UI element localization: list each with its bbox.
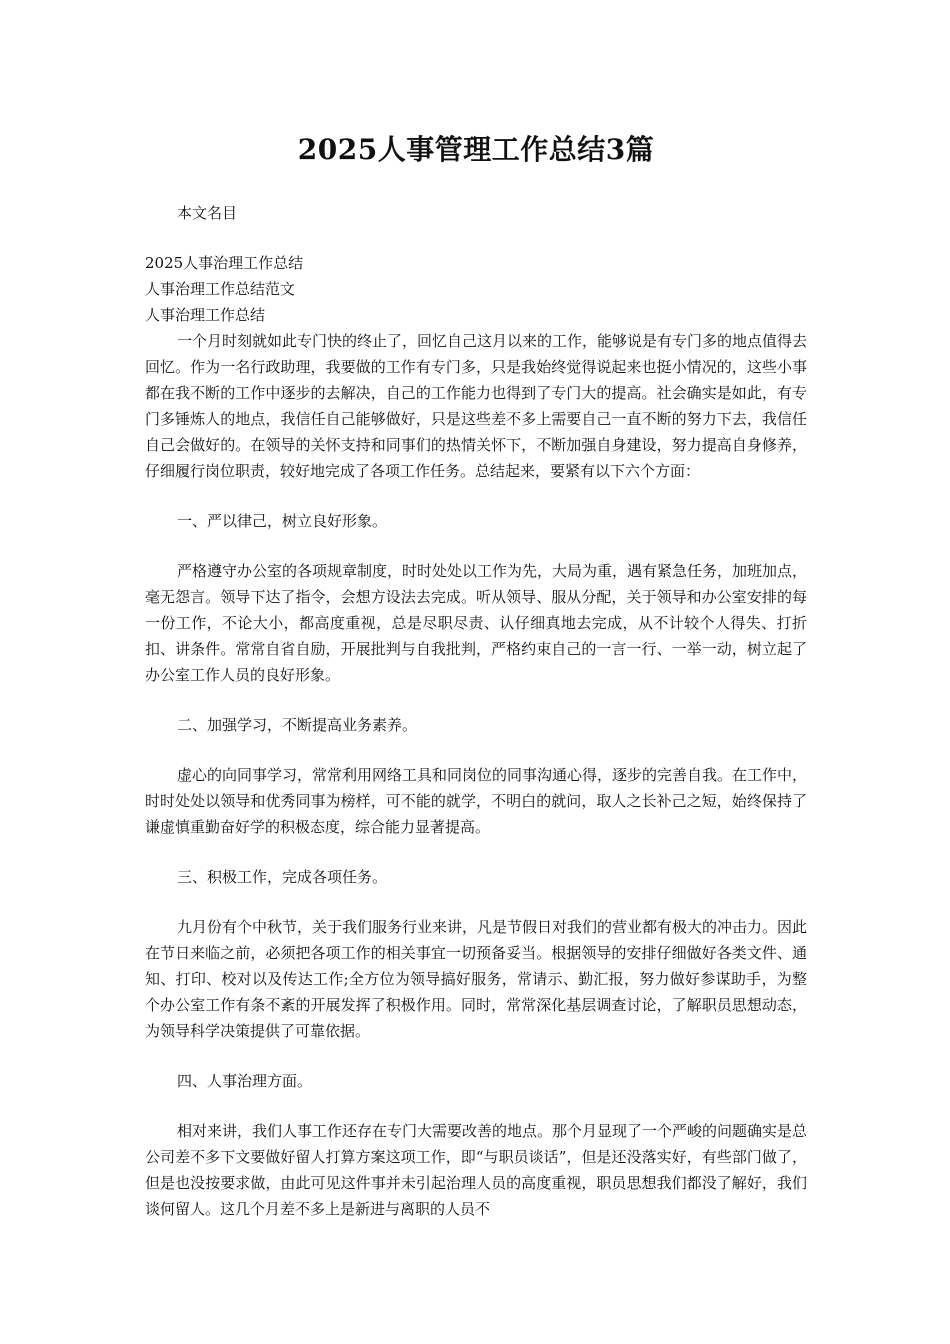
toc-item: 2025人事治理工作总结 bbox=[145, 254, 304, 272]
section-heading: 一、严以律己，树立良好形象。 bbox=[177, 512, 388, 530]
document-page bbox=[145, 128, 807, 1222]
section-body: 严格遵守办公室的各项规章制度，时时处处以工作为先，大局为重，遇有紧急任务，加班加点，毫无怨言。领导下达了指令，会想方设法去完成。听从领导、服从分配，关于领导和办公室安排的每一份工作，不论大小，都高度重视，总是尽职尽责、认仔细真地去完成，从不计较个人得失、打折扣、讲条件。常常自省自励，开展批判与自我批判，严格约束自己的一言一行、一举一动，树立起了办公室工作人员的良好形象。 bbox=[145, 562, 808, 684]
section-body: 九月份有个中秋节，关于我们服务行业来讲，凡是节假日对我们的营业都有极大的冲击力。因此在节日来临之前，必须把各项工作的相关事宜一切预备妥当。根据领导的安排仔细做好各类文件、通知、打印、校对以及传达工作;全方位为领导搞好服务，常请示、勤汇报，努力做好参谋助手，为整个办公室工作有条不紊的开展发挥了积极作用。同时，常常深化基层调查讨论，了解职员思想动态，为领导科学决策提供了可靠依据。 bbox=[145, 918, 808, 1040]
section-heading: 二、加强学习，不断提高业务素养。 bbox=[177, 716, 418, 734]
section-heading: 三、积极工作，完成各项任务。 bbox=[177, 868, 388, 886]
intro-paragraph: 一个月时刻就如此专门快的终止了，回忆自己这月以来的工作，能够说是有专门多的地点值得去回忆。作为一名行政助理，我要做的工作有专门多，只是我始终觉得说起来也挺小情况的，这些小事都在我不断的工作中逐步的去解决，自己的工作能力也得到了专门大的提高。社会确实是如此，有专门多锤炼人的地点，我信任自己能够做好，只是这些差不多上需要自己一直不断的努力下去，我信任自己会做好的。在领导的关怀支持和同事们的热情关怀下，不断加强自身建设，努力提高自身修养，仔细履行岗位职责，较好地完成了各项工作任务。总结起来，要紧有以下六个方面： bbox=[145, 332, 808, 480]
section-body: 虚心的向同事学习，常常利用网络工具和同岗位的同事沟通心得，逐步的完善自我。在工作中，时时处处以领导和优秀同事为榜样，可不能的就学，不明白的就问，取人之长补己之短，始终保持了谦虚慎重勤奋好学的积极态度，综合能力显著提高。 bbox=[145, 766, 808, 836]
section-body: 相对来讲，我们人事工作还存在专门大需要改善的地点。那个月显现了一个严峻的问题确实是总公司差不多下文要做好留人打算方案这项工作，即“与职员谈话”，但是还没落实好，有些部门做了，但是也没按要求做，由此可见这件事并未引起治理人员的高度重视，职员思想我们都没了解好，我们谈何留人。这几个月差不多上是新进与离职的人员不 bbox=[145, 1122, 808, 1218]
toc-heading: 本文名目 bbox=[177, 204, 238, 222]
table-of-contents bbox=[145, 250, 807, 328]
toc-item: 人事治理工作总结范文 bbox=[145, 280, 296, 298]
document-title: 2025人事管理工作总结3篇 bbox=[297, 133, 655, 166]
section-heading: 四、人事治理方面。 bbox=[177, 1072, 313, 1090]
toc-item: 人事治理工作总结 bbox=[145, 306, 266, 324]
